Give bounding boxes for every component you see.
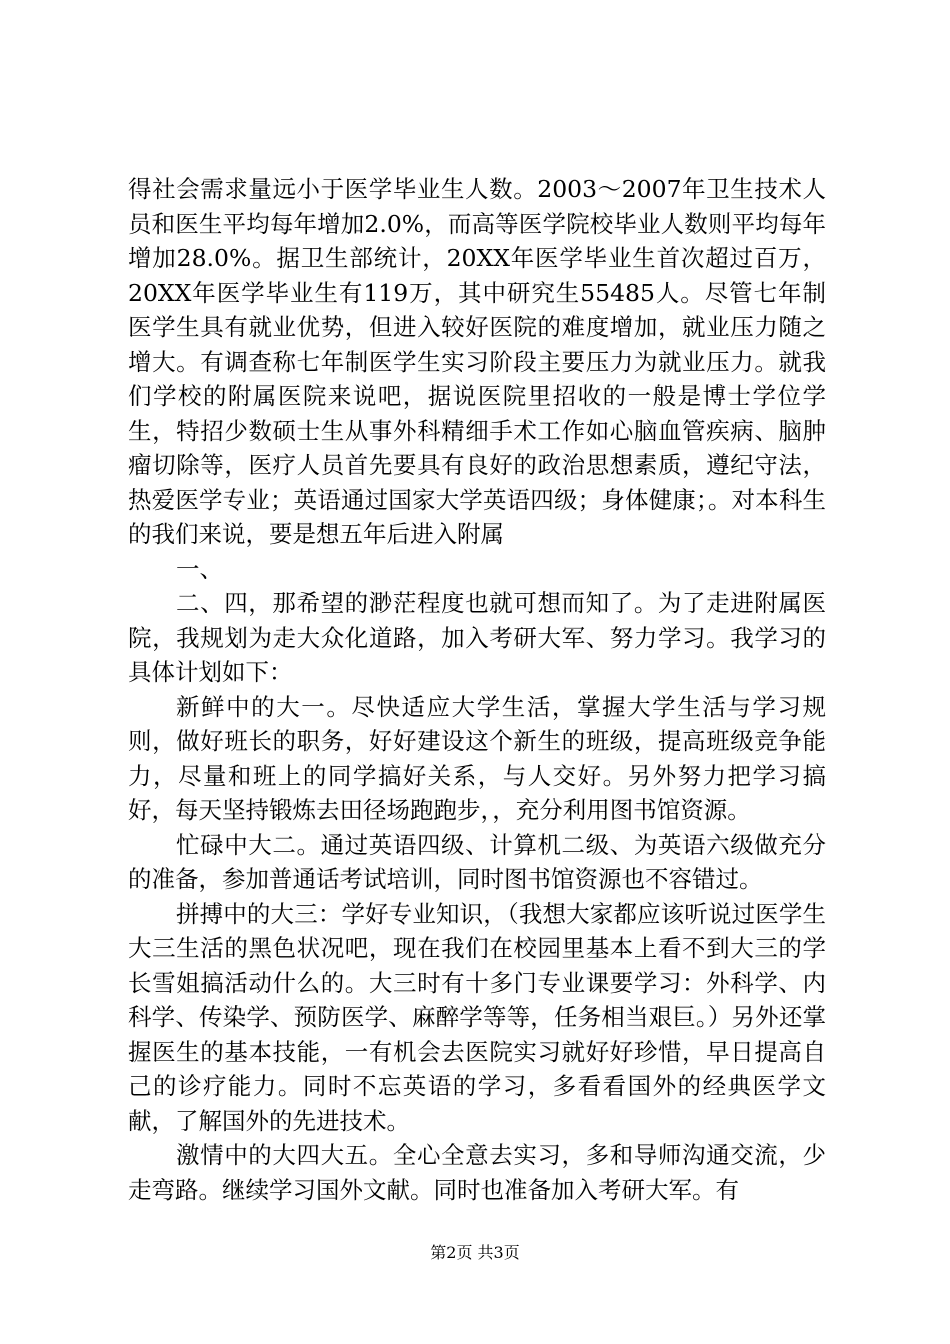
document-body xyxy=(128,172,826,1207)
paragraph-7: 激情中的大四大五。全心全意去实习，多和导师沟通交流，少走弯路。继续学习国外文献。同时也准备加入考研大军。有 xyxy=(128,1141,826,1204)
page-footer xyxy=(0,1243,950,1263)
paragraph-1: 得社会需求量远小于医学毕业生人数。2003～2007年卫生技术人员和医生平均每年增加2.0%，而高等医学院校毕业人数则平均每年增加28.0%。据卫生部统计，20XX年医学毕业生首次超过百万，20XX年医学毕业生有119万，其中研究生55485人。尽管七年制医学生具有就业优势，但进入较好医院的难度增加，就业压力随之增大。有调查称七年制医学生实习阶段主要压力为就业压力。就我们学校的附属医院来说吧，据说医院里招收的一般是博士学位学生，特招少数硕士生从事外科精细手术工作如心脑血管疾病、脑肿瘤切除等，医疗人员首先要具有良好的政治思想素质，遵纪守法，热爱医学专业；英语通过国家大学英语四级；身体健康；。对本科生的我们来说，要是想五年后进入附属 xyxy=(128,175,826,548)
paragraph-5: 忙碌中大二。通过英语四级、计算机二级、为英语六级做充分的准备，参加普通话考试培训，同时图书馆资源也不容错过。 xyxy=(128,830,826,893)
paragraph-2: 一、 xyxy=(176,554,223,583)
paragraph-3: 二、四，那希望的渺茫程度也就可想而知了。为了走进附属医院，我规划为走大众化道路，加入考研大军、努力学习。我学习的具体计划如下： xyxy=(128,589,826,686)
page-number-label: 第2页 共3页 xyxy=(430,1243,520,1262)
paragraph-4: 新鲜中的大一。尽快适应大学生活，掌握大学生活与学习规则，做好班长的职务，好好建设这个新生的班级，提高班级竞争能力，尽量和班上的同学搞好关系，与人交好。另外努力把学习搞好，每天坚持锻炼去田径场跑跑步，，充分利用图书馆资源。 xyxy=(128,692,826,824)
paragraph-6: 拼搏中的大三：学好专业知识，（我想大家都应该听说过医学生大三生活的黑色状况吧，现在我们在校园里基本上看不到大三的学长雪姐搞活动什么的。大三时有十多门专业课要学习：外科学、内科学、传染学、预防医学、麻醉学等等，任务相当艰巨。）另外还掌握医生的基本技能，一有机会去医院实习就好好珍惜，早日提高自己的诊疗能力。同时不忘英语的学习，多看看国外的经典医学文献，了解国外的先进技术。 xyxy=(128,899,826,1135)
